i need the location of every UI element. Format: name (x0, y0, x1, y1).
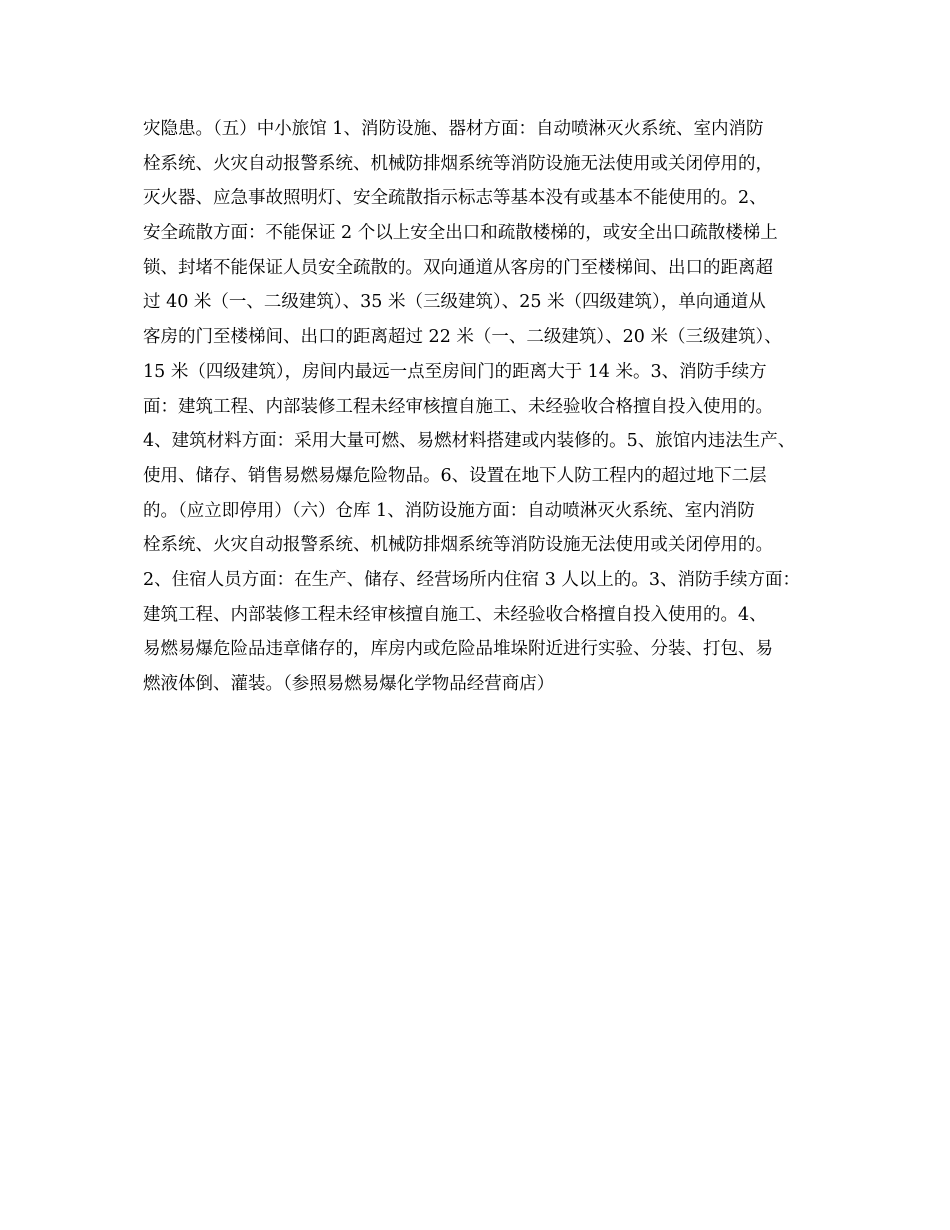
body-paragraph (143, 112, 823, 702)
text-line: 客房的门至楼梯间、出口的距离超过 22 米（一、二级建筑）、20 米（三级建筑）、 (143, 327, 782, 348)
text-line: 面：建筑工程、内部装修工程未经审核擅自施工、未经验收合格擅自投入使用的。 (143, 396, 773, 417)
text-line: 栓系统、火灾自动报警系统、机械防排烟系统等消防设施无法使用或关闭停用的。 (143, 535, 773, 556)
text-line: 使用、储存、销售易燃易爆危险物品。6、设置在地下人防工程内的超过地下二层 (143, 465, 767, 486)
text-line: 4、建筑材料方面：采用大量可燃、易燃材料搭建或内装修的。5、旅馆内违法生产、 (143, 431, 796, 452)
text-line: 燃液体倒、灌装。（参照易燃易爆化学物品经营商店） (143, 674, 555, 694)
text-line: 锁、封堵不能保证人员安全疏散的。双向通道从客房的门至楼梯间、出口的距离超 (143, 257, 773, 278)
text-line: 的。（应立即停用）（六）仓库 1、消防设施方面：自动喷淋灭火系统、室内消防 (143, 500, 755, 521)
text-line: 栓系统、火灾自动报警系统、机械防排烟系统等消防设施无法使用或关闭停用的， (143, 153, 773, 174)
text-line: 灾隐患。（五）中小旅馆 1、消防设施、器材方面：自动喷淋灭火系统、室内消防 (143, 119, 764, 139)
text-line: 灭火器、应急事故照明灯、安全疏散指示标志等基本没有或基本不能使用的。2、 (143, 188, 767, 209)
text-line: 安全疏散方面：不能保证 2 个以上安全出口和疏散楼梯的，或安全出口疏散楼梯上 (143, 223, 778, 244)
text-line: 15 米（四级建筑），房间内最远一点至房间门的距离大于 14 米。3、消防手续方 (143, 361, 767, 382)
text-line: 建筑工程、内部装修工程未经审核擅自施工、未经验收合格擅自投入使用的。4、 (143, 604, 767, 625)
text-line: 过 40 米（一、二级建筑）、35 米（三级建筑）、25 米（四级建筑），单向通道从 (143, 292, 766, 313)
text-line: 易燃易爆危险品违章储存的，库房内或危险品堆垛附近进行实验、分装、打包、易 (143, 639, 773, 660)
text-line: 2、住宿人员方面：在生产、储存、经营场所内住宿 3 人以上的。3、消防手续方面： (143, 569, 801, 590)
